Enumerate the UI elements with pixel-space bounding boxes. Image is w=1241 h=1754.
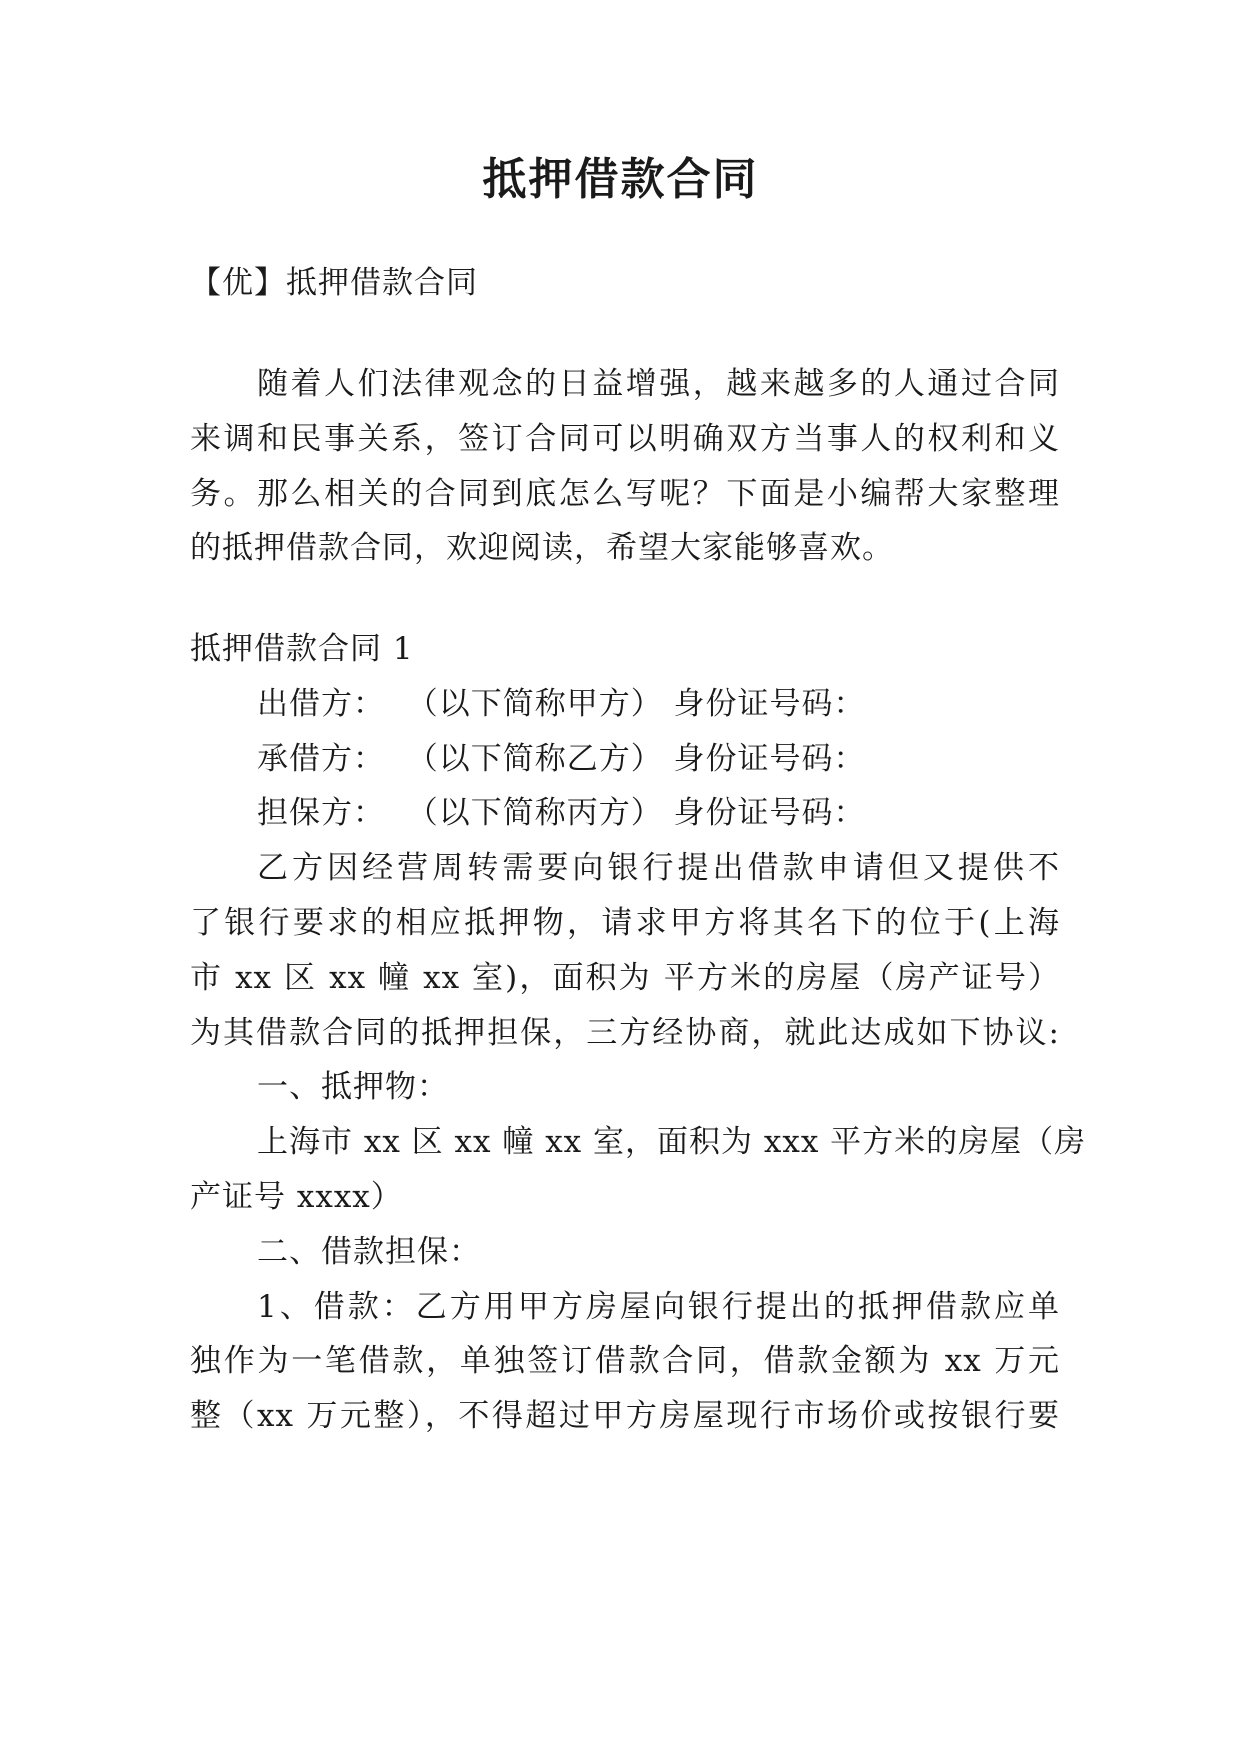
section-heading: 抵押借款合同 1	[190, 631, 414, 667]
intro-line: 随着人们法律观念的日益增强，越来越多的人通过合同	[257, 366, 1060, 402]
party-guarantor: 担保方： （以下简称丙方） 身份证号码：	[257, 795, 866, 831]
clause2-heading: 二、借款担保：	[257, 1234, 481, 1270]
party-lender: 出借方： （以下简称甲方） 身份证号码：	[257, 686, 866, 722]
preamble-line: 为其借款合同的抵押担保，三方经协商，就此达成如下协议:	[190, 1015, 1060, 1051]
document-subtitle: 【优】抵押借款合同	[190, 265, 478, 301]
clause2-item1-line: 独作为一笔借款，单独签订借款合同，借款金额为 xx 万元	[190, 1343, 1060, 1379]
intro-line: 来调和民事关系，签订合同可以明确双方当事人的权利和义	[190, 421, 1060, 457]
intro-line: 的抵押借款合同，欢迎阅读，希望大家能够喜欢。	[190, 530, 894, 566]
clause1-body-line: 上海市 xx 区 xx 幢 xx 室，面积为 xxx 平方米的房屋（房	[257, 1124, 1087, 1160]
clause1-heading: 一、抵押物：	[257, 1069, 449, 1105]
clause2-item1-line: 整（xx 万元整），不得超过甲方房屋现行市场价或按银行要	[190, 1398, 1060, 1434]
preamble-line: 市 xx 区 xx 幢 xx 室)，面积为 平方米的房屋（房产证号）	[190, 960, 1060, 996]
clause1-body-line: 产证号 xxxx）	[190, 1179, 403, 1215]
clause2-item1-line: 1、借款：乙方用甲方房屋向银行提出的抵押借款应单	[257, 1289, 1060, 1325]
preamble-line: 乙方因经营周转需要向银行提出借款申请但又提供不	[257, 850, 1060, 886]
document-title: 抵押借款合同	[482, 154, 759, 205]
intro-line: 务。那么相关的合同到底怎么写呢？下面是小编帮大家整理	[190, 476, 1060, 512]
preamble-line: 了银行要求的相应抵押物，请求甲方将其名下的位于(上海	[190, 905, 1060, 941]
party-borrower: 承借方： （以下简称乙方） 身份证号码：	[257, 741, 866, 777]
